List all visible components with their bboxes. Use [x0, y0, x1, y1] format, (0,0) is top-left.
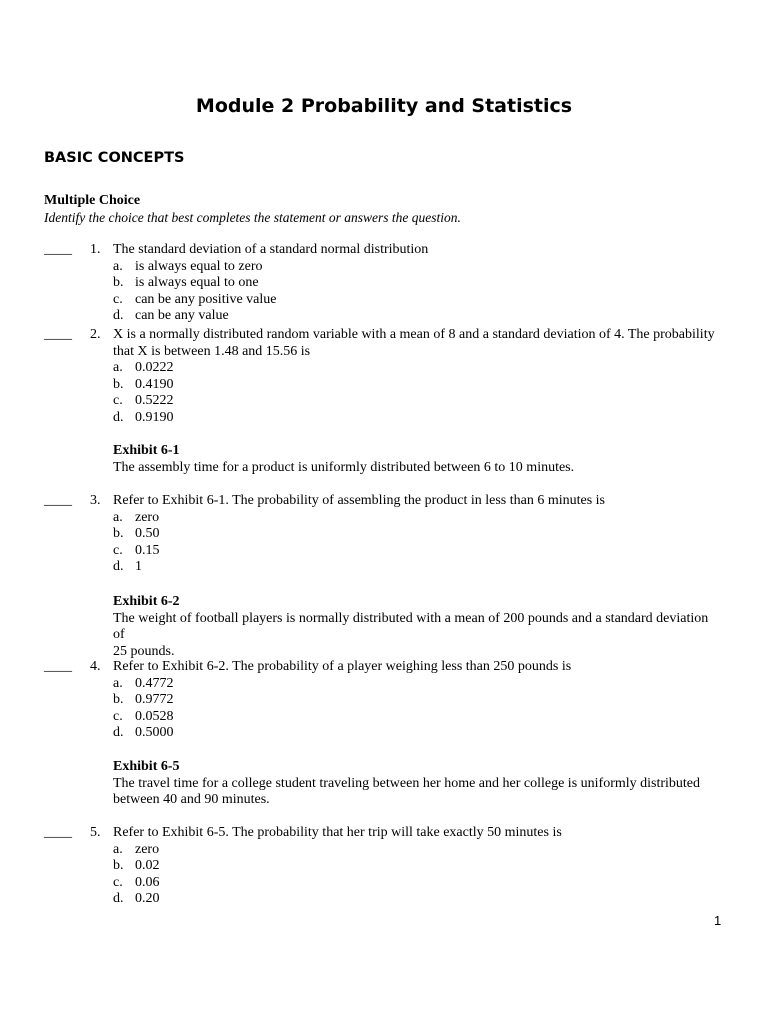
question-number: 3.	[90, 493, 101, 508]
question-number: 4.	[90, 659, 101, 674]
question-1	[44, 242, 734, 325]
option-b: b. 0.50	[113, 526, 160, 541]
page-number: 1	[714, 913, 722, 928]
exhibit-6-2	[113, 594, 723, 660]
option-b: b. is always equal to one	[113, 275, 259, 290]
option-d: d. can be any value	[113, 308, 229, 323]
answer-blank[interactable]: ____	[44, 327, 72, 342]
answer-blank[interactable]: ____	[44, 825, 72, 840]
exhibit-6-5	[113, 759, 723, 809]
option-c: c. 0.15	[113, 542, 160, 558]
option-c: c. can be any positive value	[113, 291, 277, 307]
section-heading: BASIC CONCEPTS	[44, 150, 185, 166]
exhibit-title: Exhibit 6-5	[113, 759, 180, 774]
option-d: d. 0.20	[113, 891, 160, 906]
answer-blank[interactable]: ____	[44, 493, 72, 508]
option-c: c. 0.0528	[113, 708, 174, 724]
answer-blank[interactable]: ____	[44, 242, 72, 257]
option-c: c. 0.06	[113, 874, 160, 890]
option-b: b. 0.02	[113, 858, 160, 873]
exhibit-title: Exhibit 6-2	[113, 594, 180, 609]
exhibit-title: Exhibit 6-1	[113, 443, 180, 458]
question-2	[44, 327, 734, 426]
question-number: 2.	[90, 327, 101, 342]
exhibit-text-cont: between 40 and 90 minutes.	[113, 792, 270, 807]
question-text: X is a normally distributed random variable with a mean of 8 and a standard deviation of 4. The probability	[113, 327, 715, 342]
option-a: a. zero	[113, 841, 160, 857]
option-a: a. is always equal to zero	[113, 258, 263, 274]
option-b: b. 0.9772	[113, 692, 174, 707]
option-b: b. 0.4190	[113, 376, 174, 392]
option-a: a. 0.4772	[113, 675, 174, 691]
question-text-cont: that X is between 1.48 and 15.56 is	[113, 343, 311, 359]
exhibit-text: The travel time for a college student traveling between her home and her college is uniformly distributed	[113, 775, 701, 791]
multiple-choice-heading: Multiple Choice	[44, 193, 141, 208]
question-text: Refer to Exhibit 6-2. The probability of a player weighing less than 250 pounds is	[113, 659, 572, 674]
exhibit-text-cont: 25 pounds.	[113, 643, 175, 659]
exhibit-text: The assembly time for a product is uniformly distributed between 6 to 10 minutes.	[113, 459, 575, 475]
option-a: a. zero	[113, 509, 160, 525]
question-number: 1.	[90, 242, 101, 257]
option-d: d. 0.5000	[113, 725, 174, 740]
option-c: c. 0.5222	[113, 393, 174, 408]
multiple-choice-instructions: Identify the choice that best completes the statement or answers the question.	[44, 210, 461, 225]
question-4	[44, 659, 734, 742]
exhibit-text: The weight of football players is normally distributed with a mean of 200 pounds and a standard deviation of	[113, 610, 709, 642]
question-text: Refer to Exhibit 6-5. The probability that her trip will take exactly 50 minutes is	[113, 825, 562, 840]
exhibit-6-1	[113, 443, 723, 476]
answer-blank[interactable]: ____	[44, 659, 72, 674]
option-a: a. 0.0222	[113, 360, 174, 375]
option-d: d. 0.9190	[113, 409, 174, 425]
option-d: d. 1	[113, 559, 142, 574]
question-5	[44, 825, 734, 908]
page-title: Module 2 Probability and Statistics	[195, 95, 573, 117]
question-number: 5.	[90, 825, 101, 840]
question-text: The standard deviation of a standard normal distribution	[113, 242, 429, 257]
question-3	[44, 493, 734, 576]
question-text: Refer to Exhibit 6-1. The probability of assembling the product in less than 6 minutes is	[113, 493, 605, 508]
